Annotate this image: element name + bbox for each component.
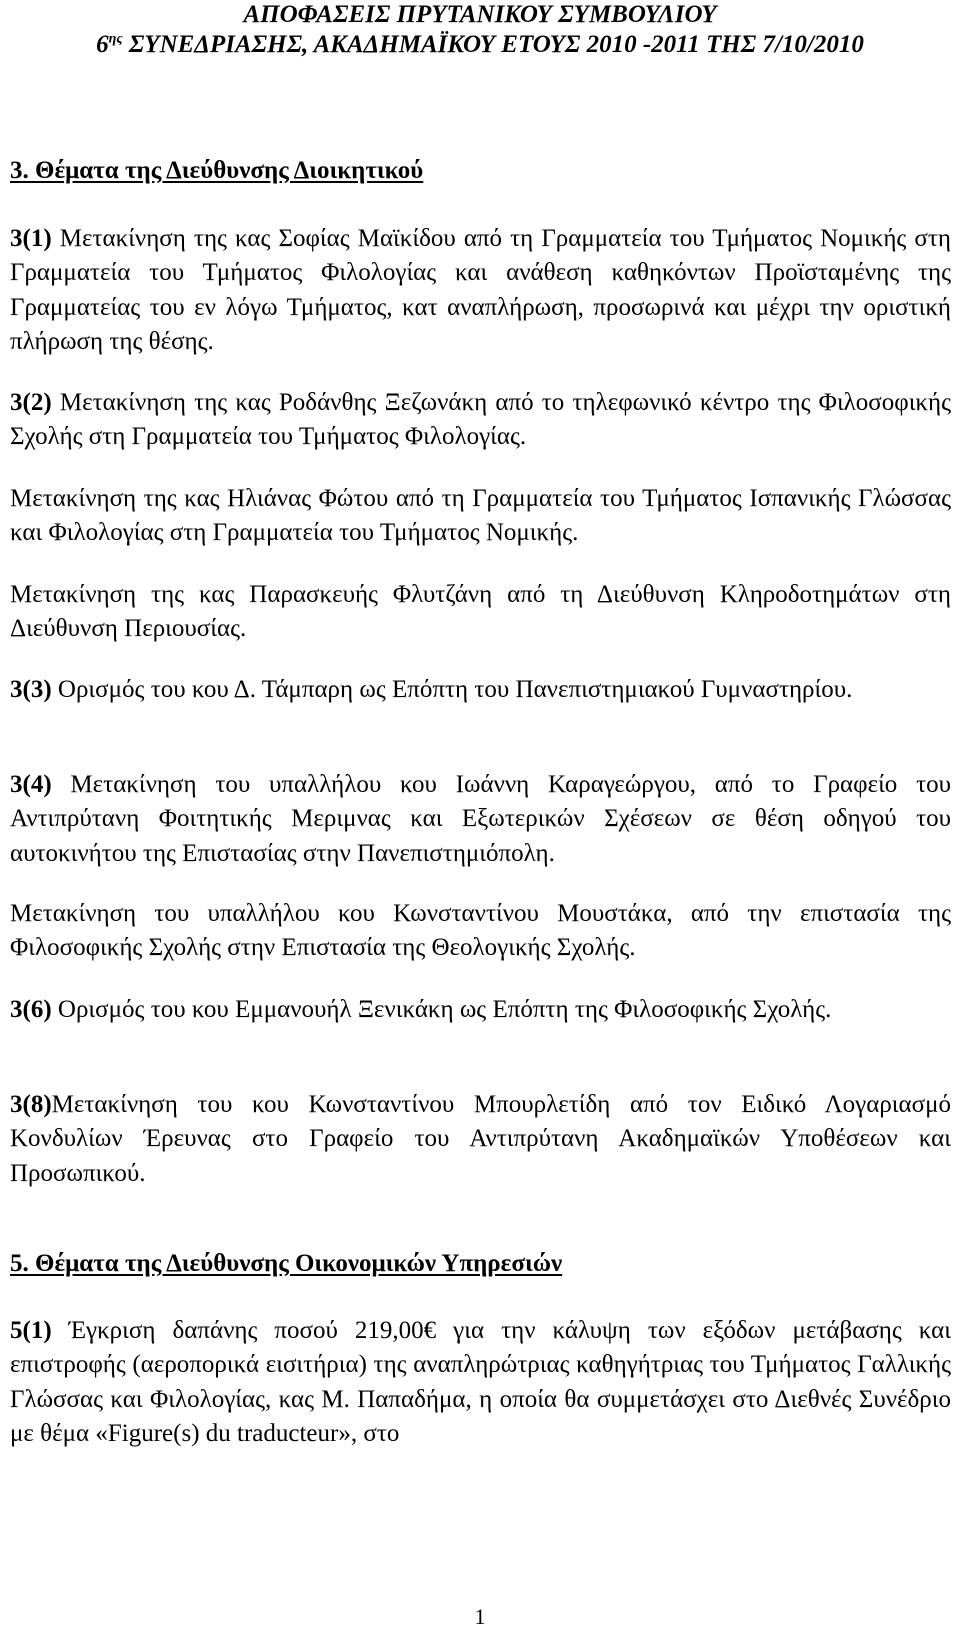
item-text: Μετακίνηση του υπαλλήλου κου Ιωάννη Καραγεώργου, από το Γραφείο του Αντιπρύτανη Φοιτητικής Μεριμνας και Εξωτερικών Σχέσεων σε θέση οδηγού του αυτοκινήτου της Επιστασίας στην Πανεπιστημιόπολη.: [10, 771, 951, 867]
item-3-3: [10, 673, 951, 707]
item-transfer-fotou: [10, 482, 951, 551]
header-subtitle: [0, 30, 960, 60]
item-text: Μετακίνηση του κου Κωνσταντίνου Μπουρλετίδη από τον Ειδικό Λογαριασμό Κονδυλίων Έρευνας στο Γραφείο του Αντιπρύτανη Ακαδημαϊκών Υποθέσεων και Προσωπικού.: [10, 1091, 951, 1187]
session-number: 6: [96, 31, 109, 58]
item-text: Μετακίνηση της κας Σοφίας Μαϊκίδου από τη Γραμματεία του Τμήματος Νομικής στη Γραμματεία του Τμήματος Φιλολογίας και ανάθεση καθηκόντων Προϊσταμένης της Γραμματείας του εν λόγω Τμήματος, κατ αναπλήρωση, προσωρινά και μέχρι την οριστική πλήρωση της θέσης.: [10, 225, 951, 355]
item-text: Μετακίνηση της κας Ροδάνθης Ξεζωνάκη από το τηλεφωνικό κέντρο της Φιλοσοφικής Σχολής στη Γραμματεία του Τμήματος Φιλολογίας.: [10, 389, 951, 451]
item-label: 3(1): [10, 225, 52, 252]
item-text: Ορισμός του κου Εμμανουήλ Ξενικάκη ως Επόπτη της Φιλοσοφικής Σχολής.: [51, 996, 832, 1023]
item-5-1: [10, 1314, 951, 1451]
item-label: 5(1): [10, 1317, 52, 1344]
header-title: ΑΠΟΦΑΣΕΙΣ ΠΡΥΤΑΝΙΚΟΥ ΣΥΜΒΟΥΛΙΟΥ: [243, 1, 717, 28]
session-ordinal-suffix: ης: [108, 31, 123, 47]
section-5-title: 5. Θέματα της Διεύθυνσης Οικονομικών Υπηρεσιών: [10, 1250, 563, 1277]
item-text: Ορισμός του κου Δ. Τάμπαρη ως Επόπτη του Πανεπιστημιακού Γυμναστηρίου.: [51, 676, 853, 703]
item-label: 3(2): [10, 389, 52, 416]
item-transfer-moustaka: [10, 897, 951, 966]
item-label: 3(3): [10, 676, 52, 703]
page-number: 1: [474, 1604, 486, 1629]
item-3-6: [10, 993, 951, 1027]
item-text: Μετακίνηση της κας Ηλιάνας Φώτου από τη Γραμματεία του Τμήματος Ισπανικής Γλώσσας και Φιλολογίας στη Γραμματεία του Τμήματος Νομικής.: [10, 485, 951, 547]
item-transfer-flytzani: [10, 578, 951, 647]
item-label: 3(8): [10, 1091, 52, 1118]
item-text: Μετακίνηση του υπαλλήλου κου Κωνσταντίνου Μουστάκα, από την επιστασία της Φιλοσοφικής Σχολής στην Επιστασία της Θεολογικής Σχολής.: [10, 900, 951, 962]
session-details: ΣΥΝΕΔΡΙΑΣΗΣ, ΑΚΑΔΗΜΑΪΚΟΥ ΕΤΟΥΣ 2010 -2011 ΤΗΣ 7/10/2010: [122, 31, 864, 58]
item-3-8: [10, 1088, 951, 1191]
item-label: 3(4): [10, 771, 52, 798]
section-3-title: 3. Θέματα της Διεύθυνσης Διοικητικού: [10, 157, 424, 184]
item-text: Μετακίνηση της κας Παρασκευής Φλυτζάνη από τη Διεύθυνση Κληροδοτημάτων στη Διεύθυνση Περιουσίας.: [10, 581, 951, 643]
item-label: 3(6): [10, 996, 52, 1023]
item-3-4: [10, 768, 951, 871]
item-3-1: [10, 222, 951, 359]
item-3-2: [10, 386, 951, 455]
item-text: Έγκριση δαπάνης ποσού 219,00€ για την κάλυψη των εξόδων μετάβασης και επιστροφής (αεροπορικά εισιτήρια) της αναπληρώτριας καθηγήτριας του Τμήματος Γαλλικής Γλώσσας και Φιλολογίας, κας Μ. Παπαδήμα, η οποία θα συμμετάσχει στο Διεθνές Συνέδριο με θέμα «Figure(s) du traducteur», στο: [10, 1317, 951, 1447]
